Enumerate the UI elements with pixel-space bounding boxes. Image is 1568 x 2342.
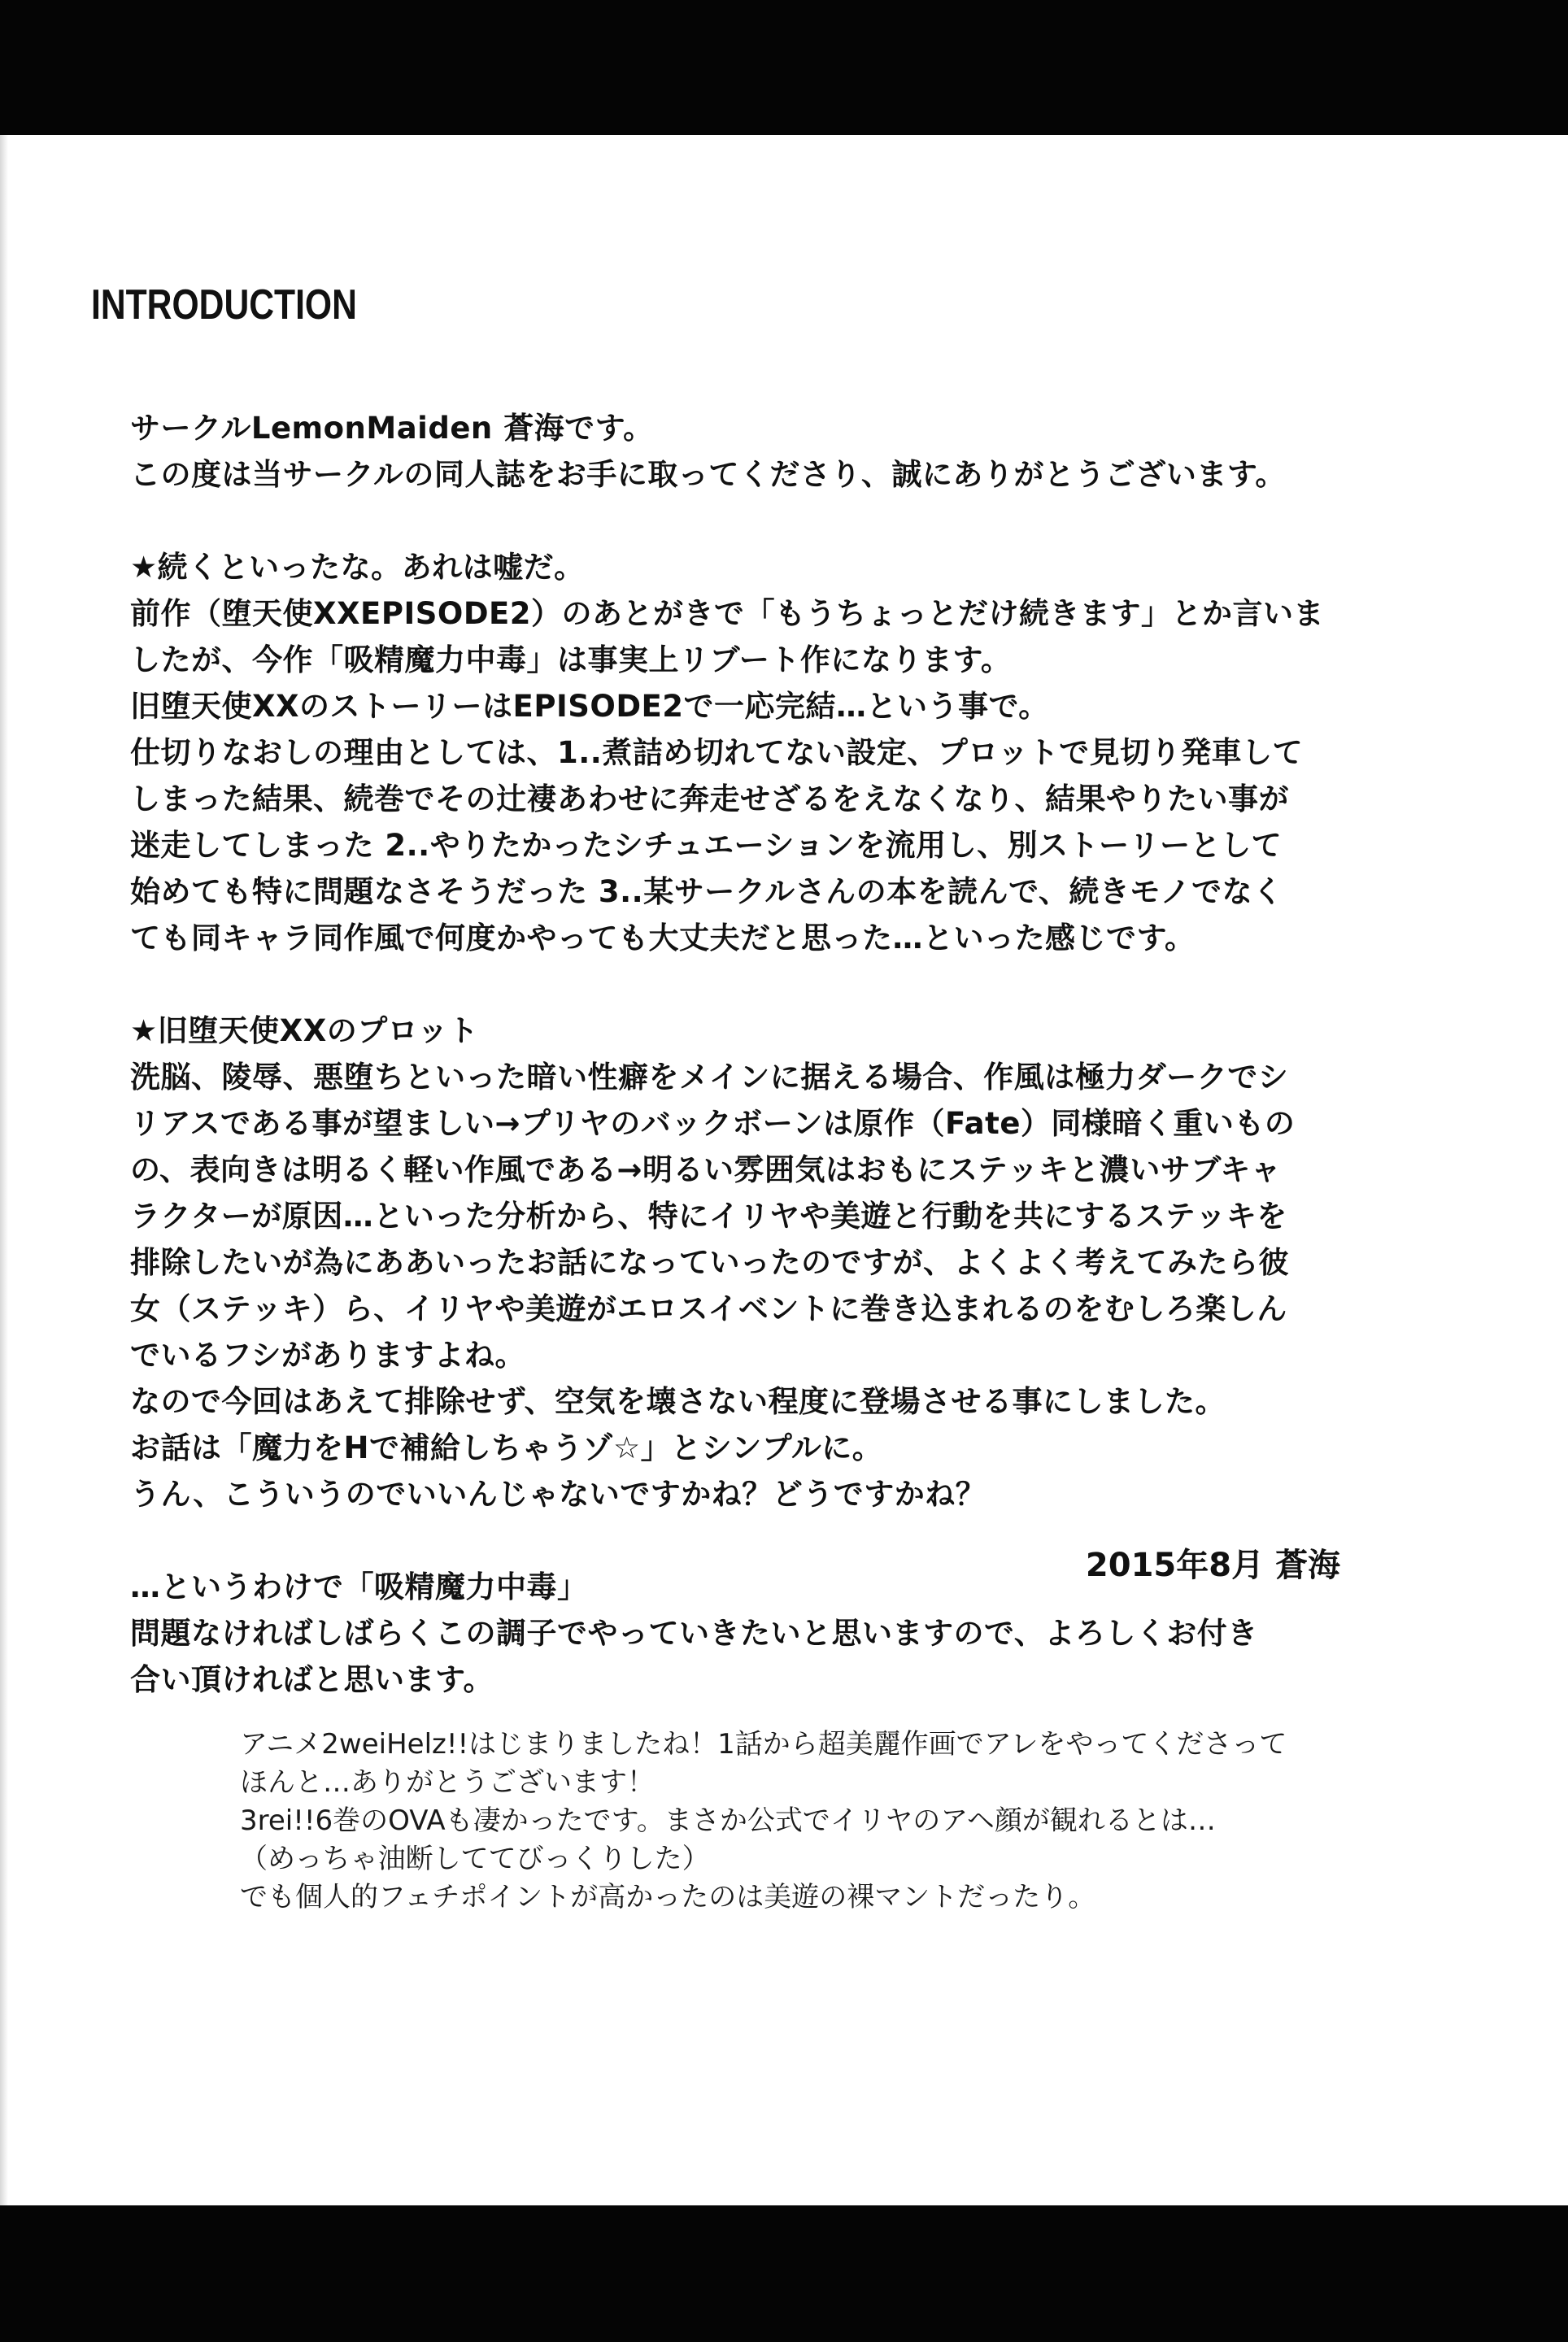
afterword-line: アニメ2weiHelz!!はじまりましたね！1話から超美麗作画でアレをやってくださって [240,1728,1287,1761]
section-title: ★旧堕天使XXのプロット [130,1013,479,1048]
text-line: 女（ステッキ）ら、イリヤや美遊がエロスイベントに巻き込まれるのをむしろ楽しん [130,1291,1287,1326]
text-line: 迷走してしまった 2..やりたかったシチュエーションを流用し、別ストーリーとして [130,828,1283,863]
text-line: しまった結果、続巻でその辻褄あわせに奔走せざるをえなくなり、結果やりたい事が [130,781,1289,816]
text-line: 仕切りなおしの理由としては、1..煮詰め切れてない設定、プロットで見切り発車して [130,735,1304,770]
afterword-line: 3rei!!6巻のOVAも凄かったです。まさか公式でイリヤのアヘ顔が観れるとは… [240,1804,1216,1837]
main-text [130,405,1399,1703]
page-title: INTRODUCTION [91,281,357,329]
intro-line: サークルLemonMaiden 蒼海です。 [130,411,654,446]
text-line: 前作（堕天使XXEPISODE2）のあとがきで「もうちょっとだけ続きます」とか言いま [130,596,1325,631]
text-line: 洗脳、陵辱、悪堕ちといった暗い性癖をメインに据える場合、作風は極力ダークでシ [130,1060,1289,1095]
intro-line: この度は当サークルの同人誌をお手に取ってくださり、誠にありがとうございます。 [130,457,1286,492]
text-line: 始めても特に問題なさそうだった 3..某サークルさんの本を読んで、続きモノでなく [130,874,1283,909]
signature-date: 2015年8月 蒼海 [1085,1547,1340,1584]
text-line: リアスである事が望ましい→プリヤのバックボーンは原作（Fate）同様暗く重いもの [130,1106,1296,1141]
text-line: うん、こういうのでいいんじゃないですかね？どうですかね？ [130,1477,987,1512]
text-line: ても同キャラ同作風で何度かやっても大丈夫だと思った…といった感じです。 [130,921,1196,956]
text-line: お話は「魔力をHで補給しちゃうゾ☆」とシンプルに。 [130,1430,883,1465]
text-line: ラクターが原因…といった分析から、特にイリヤや美遊と行動を共にするステッキを [130,1199,1287,1234]
text-line: でいるフシがありますよね。 [130,1338,526,1373]
bottom-scan-border [0,2205,1568,2342]
afterword-note [240,1726,1379,1917]
page-edge-shadow [0,135,8,2205]
text-line: 旧堕天使XXのストーリーはEPISODE2で一応完結…という事で。 [130,689,1049,724]
top-scan-border [0,0,1568,135]
text-line: したが、今作「吸精魔力中毒」は事実上リブート作になります。 [130,642,1012,677]
text-line: の、表向きは明るく軽い作風である→明るい雰囲気はおもにステッキと濃いサブキャ [130,1152,1282,1187]
text-line: 合い頂ければと思います。 [130,1662,494,1697]
section-title: ★続くといったな。あれは嘘だ。 [130,550,585,585]
afterword-line: でも個人的フェチポイントが高かったのは美遊の裸マントだったり。 [240,1881,1096,1913]
section-title: …というわけで「吸精魔力中毒」 [130,1569,588,1604]
text-line: 問題なければしばらくこの調子でやっていきたいと思いますので、よろしくお付き [130,1616,1258,1651]
afterword-line: ほんと…ありがとうございます！ [240,1766,655,1799]
paragraph-gap [130,961,1399,1008]
afterword-line: （めっちゃ油断しててびっくりした） [240,1843,710,1875]
text-line: なので今回はあえて排除せず、空気を壊さない程度に登場させる事にしました。 [130,1384,1226,1419]
paragraph-gap [130,498,1399,544]
text-line: 排除したいが為にああいったお話になっていったのですが、よくよく考えてみたら彼 [130,1245,1289,1280]
